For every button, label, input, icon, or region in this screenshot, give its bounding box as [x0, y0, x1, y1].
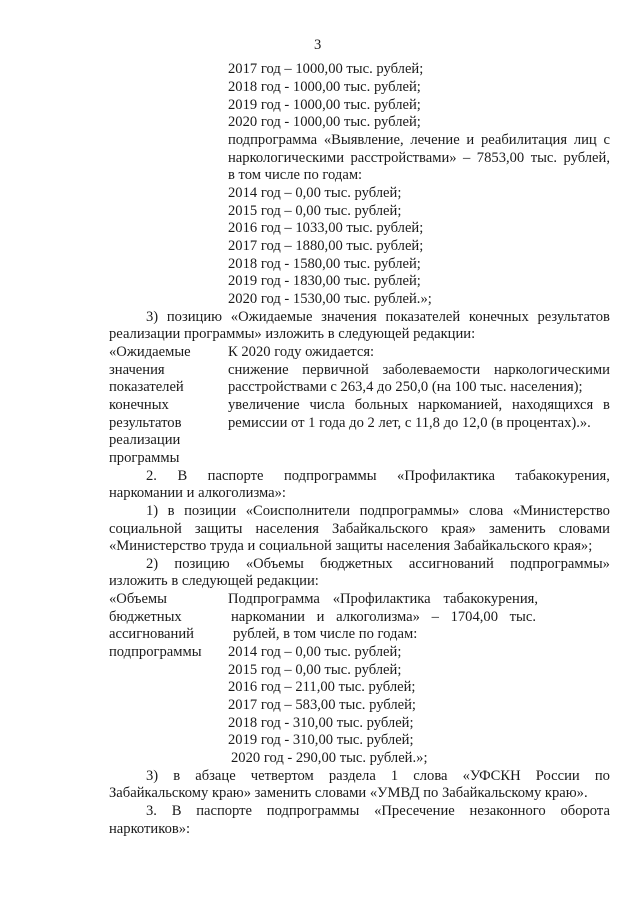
- list-item: 2020 год - 1530,00 тыс. рублей.»;: [228, 291, 432, 307]
- word: незаконного: [469, 803, 546, 819]
- list-item: в том числе по годам:: [228, 167, 363, 183]
- word: паспорте: [207, 468, 264, 484]
- word: России: [535, 768, 580, 784]
- list-item: 2018 год - 310,00 тыс. рублей;: [228, 715, 414, 731]
- word: позицию: [166, 309, 223, 325]
- word: подпрограммы: [283, 468, 377, 484]
- word: социальной: [109, 521, 182, 537]
- list-item: 2017 год – 583,00 тыс. рублей;: [228, 697, 416, 713]
- paragraph-line: [146, 308, 610, 326]
- list-item: 2019 год - 310,00 тыс. рублей;: [228, 732, 414, 748]
- subprogram-line-2: [228, 149, 610, 167]
- word: «УФСКН: [462, 768, 521, 784]
- list-item: 2018 год - 1000,00 тыс. рублей;: [228, 79, 421, 95]
- word: «Объемы: [245, 556, 304, 572]
- paragraph-line: наркомании и алкоголизма»:: [109, 485, 286, 501]
- paragraph-line: [146, 802, 610, 820]
- word: Подпрограмма: [228, 591, 320, 607]
- word: –: [463, 150, 471, 166]
- word: первичной: [302, 362, 369, 378]
- word: находящихся: [512, 397, 594, 413]
- table-cell-left: ассигнований: [109, 626, 194, 642]
- word: позицию: [174, 556, 230, 572]
- word: наркоманией,: [418, 397, 503, 413]
- list-item: 2019 год - 1830,00 тыс. рублей;: [228, 273, 421, 289]
- word: 3): [146, 309, 159, 325]
- word: словами: [558, 521, 610, 537]
- word: лиц: [573, 132, 597, 148]
- word: подпрограммы»: [510, 556, 610, 572]
- word: слова: [468, 503, 504, 519]
- word: алкоголизма»: [336, 609, 420, 625]
- word: защиты: [194, 521, 243, 537]
- paragraph-line: «Министерство труда и социальной защиты населения Забайкальского края»;: [109, 538, 593, 554]
- word: в: [167, 503, 175, 519]
- word: 3.: [146, 803, 157, 819]
- word: населения: [255, 521, 319, 537]
- paragraph-line: изложить в следующей редакции:: [109, 573, 319, 589]
- word: в: [603, 397, 610, 413]
- word: конечных: [468, 309, 529, 325]
- word: 1704,00: [450, 609, 498, 625]
- list-item: 2016 год – 1033,00 тыс. рублей;: [228, 220, 424, 236]
- paragraph-line: реализации программы» изложить в следующей редакции:: [109, 326, 476, 342]
- word: лечение: [410, 132, 460, 148]
- word: 2.: [146, 468, 157, 484]
- word: раздела: [328, 768, 376, 784]
- table-cell-left: бюджетных: [109, 609, 182, 625]
- word: наркомании: [231, 609, 305, 625]
- table-cell-right: расстройствами с 263,4 до 250,0 (на 100 тыс. населения);: [228, 379, 583, 395]
- table-cell-right: [231, 608, 536, 626]
- paragraph-line: [146, 767, 610, 785]
- word: «Министерство: [512, 503, 610, 519]
- table-cell-left: значения: [109, 362, 165, 378]
- word: расстройствами»: [350, 150, 457, 166]
- word: тыс.: [509, 609, 536, 625]
- word: края»: [441, 521, 476, 537]
- list-item: 2018 год - 1580,00 тыс. рублей;: [228, 256, 421, 272]
- list-item: 2020 год - 1000,00 тыс. рублей;: [228, 114, 421, 130]
- list-item: 2016 год – 211,00 тыс. рублей;: [228, 679, 416, 695]
- table-cell-right: [228, 361, 610, 379]
- word: снижение: [228, 362, 289, 378]
- word: бюджетных: [320, 556, 393, 572]
- paragraph-line: наркотиков»:: [109, 821, 191, 837]
- word: результатов: [537, 309, 610, 325]
- word: четвертом: [250, 768, 314, 784]
- word: увеличение: [228, 397, 300, 413]
- list-item: 2014 год – 0,00 тыс. рублей;: [228, 185, 402, 201]
- page-number: 3: [314, 37, 322, 53]
- word: паспорте: [196, 803, 253, 819]
- word: и: [466, 132, 475, 148]
- word: абзаце: [195, 768, 236, 784]
- paragraph-line: [146, 502, 610, 520]
- word: позиции: [184, 503, 237, 519]
- list-item: 2015 год – 0,00 тыс. рублей;: [228, 203, 402, 219]
- word: наркологическими: [228, 150, 345, 166]
- table-cell-left: конечных: [109, 397, 169, 413]
- word: числа: [309, 397, 345, 413]
- list-item: 2015 год – 0,00 тыс. рублей;: [228, 662, 402, 678]
- word: В: [171, 803, 182, 819]
- word: подпрограммы: [266, 803, 360, 819]
- word: заболеваемости: [382, 362, 481, 378]
- paragraph-line: [146, 467, 610, 485]
- word: подпрограмма: [228, 132, 318, 148]
- table-cell-left: программы: [109, 450, 180, 466]
- word: подпрограммы»: [359, 503, 460, 519]
- table-cell-left: «Объемы: [109, 591, 167, 607]
- word: «Соисполнители: [245, 503, 351, 519]
- word: оборота: [560, 803, 610, 819]
- table-cell-right: ремиссии от 1 года до 2 лет, с 11,8 до 12,0 (в процентах).».: [228, 415, 591, 431]
- paragraph-line: [146, 555, 610, 573]
- word: слова: [413, 768, 448, 784]
- word: «Профилактика: [332, 591, 431, 607]
- table-cell-right: [228, 590, 538, 608]
- list-item: 2014 год – 0,00 тыс. рублей;: [228, 644, 402, 660]
- word: В: [177, 468, 188, 484]
- word: реабилитация: [480, 132, 568, 148]
- list-item: 2020 год - 290,00 тыс. рублей.»;: [231, 750, 428, 766]
- word: 3): [146, 768, 159, 784]
- word: 1): [146, 503, 159, 519]
- word: «Профилактика: [397, 468, 495, 484]
- table-cell-left: показателей: [109, 379, 184, 395]
- table-cell-left: реализации: [109, 432, 181, 448]
- table-cell-right: рублей, в том числе по годам:: [233, 626, 418, 642]
- word: показателей: [385, 309, 461, 325]
- word: заменить: [489, 521, 546, 537]
- word: 1: [390, 768, 399, 784]
- word: ассигнований: [408, 556, 494, 572]
- word: 2): [146, 556, 159, 572]
- word: табакокурения,: [515, 468, 610, 484]
- list-item: 2017 год – 1880,00 тыс. рублей;: [228, 238, 424, 254]
- word: с: [603, 132, 610, 148]
- word: значения: [321, 309, 377, 325]
- table-cell-left: подпрограммы: [109, 644, 202, 660]
- word: в: [173, 768, 181, 784]
- list-item: 2019 год - 1000,00 тыс. рублей;: [228, 97, 421, 113]
- word: «Ожидаемые: [230, 309, 313, 325]
- word: тыс.: [530, 150, 558, 166]
- word: наркологическими: [493, 362, 610, 378]
- word: «Выявление,: [323, 132, 404, 148]
- table-cell-left: результатов: [109, 415, 182, 431]
- word: по: [594, 768, 610, 784]
- word: 7853,00: [476, 150, 525, 166]
- paragraph-line: [109, 520, 610, 538]
- table-cell-left: «Ожидаемые: [109, 344, 191, 360]
- word: табакокурения,: [443, 591, 538, 607]
- word: больных: [354, 397, 409, 413]
- table-cell-right: [228, 396, 610, 414]
- subprogram-line-1: [228, 131, 610, 149]
- word: и: [316, 609, 325, 625]
- list-item: 2017 год – 1000,00 тыс. рублей;: [228, 61, 424, 77]
- word: «Пресечение: [374, 803, 455, 819]
- table-cell-right: К 2020 году ожидается:: [228, 344, 375, 360]
- word: –: [431, 609, 439, 625]
- word: Забайкальского: [332, 521, 429, 537]
- paragraph-line: Забайкальскому краю» заменить словами «УМВД по Забайкальскому краю».: [109, 785, 588, 801]
- word: рублей,: [563, 150, 610, 166]
